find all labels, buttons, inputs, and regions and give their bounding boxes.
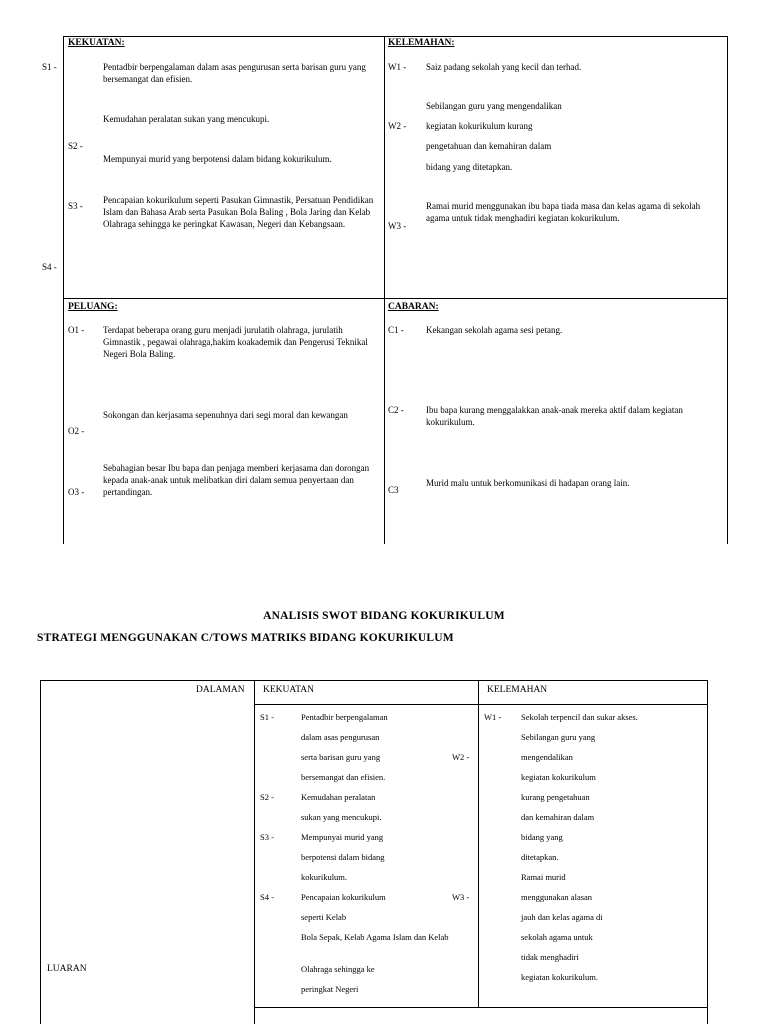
- c1-text: Kekangan sekolah agama sesi petang.: [426, 325, 563, 335]
- s1-label: S1 -: [42, 62, 57, 72]
- w2-line3: pengetahuan dan kemahiran dalam: [426, 141, 552, 151]
- s4-label: S4 -: [42, 262, 57, 272]
- swot-divider-horizontal: [63, 298, 728, 299]
- matrix-w3-label: W3 -: [452, 892, 470, 902]
- matrix-w-line: kegiatan kokurikulum.: [521, 972, 598, 982]
- kelemahan-heading: KELEMAHAN:: [388, 38, 455, 48]
- matrix-s2-label: S2 -: [260, 792, 274, 802]
- matrix-w-line: tidak menghadiri: [521, 952, 579, 962]
- w2-line2: kegiatan kokurikulum kurang: [426, 121, 533, 131]
- matrix-divider-2: [478, 680, 479, 1008]
- matrix-w-line: dan kemahiran dalam: [521, 812, 595, 822]
- matrix-s-line: Pencapaian kokurikulum: [301, 892, 386, 902]
- matrix-s-line: dalam asas pengurusan: [301, 732, 380, 742]
- matrix-s-line: Bola Sepak, Kelab Agama Islam dan Kelab: [301, 932, 449, 942]
- matrix-s-line: Olahraga sehingga ke: [301, 964, 375, 974]
- matrix-s-line: Pentadbir berpengalaman: [301, 712, 388, 722]
- s3-text-a: Mempunyai murid yang berpotensi dalam bidang kokurikulum.: [103, 154, 332, 164]
- strategi-title: STRATEGI MENGGUNAKAN C/TOWS MATRIKS BIDANG KOKURIKULUM: [37, 632, 454, 644]
- w1-label: W1 -: [388, 62, 407, 72]
- matrix-s-line: Mempunyai murid yang: [301, 832, 384, 842]
- matrix-row-divider: [254, 704, 708, 705]
- matrix-divider-1: [254, 680, 255, 1024]
- matrix-s-line: serta barisan guru yang: [301, 752, 381, 762]
- peluang-heading: PELUANG:: [68, 302, 118, 312]
- w1-text: Saiz padang sekolah yang kecil dan terhad.: [426, 62, 582, 72]
- matrix-s1-label: S1 -: [260, 712, 274, 722]
- kekuatan-heading: KEKUATAN:: [68, 38, 125, 48]
- o1-text: Terdapat beberapa orang guru menjadi jurulatih olahraga, jurulatih Gimnastik , pegawai olahraga,hakim koakademik dan Pengerusi Teknikal Negeri Bola Baling.: [103, 325, 368, 359]
- matrix-s-line: kokurikulum.: [301, 872, 348, 882]
- matrix-s-line: sukan yang mencukupi.: [301, 812, 382, 822]
- o2-text: Sokongan dan kerjasama sepenuhnya dari segi moral dan kewangan: [103, 410, 348, 420]
- matrix-w-line: bidang yang: [521, 832, 563, 842]
- w3-label: W3 -: [388, 221, 407, 231]
- matrix-inner-bottom: [254, 1007, 708, 1008]
- s2-text: Kemudahan peralatan sukan yang mencukupi.: [103, 114, 270, 124]
- swot-divider-vertical: [384, 36, 385, 544]
- matrix-w-line: kurang pengetahuan: [521, 792, 590, 802]
- w2-label: W2 -: [388, 121, 407, 131]
- s2-label: S2 -: [68, 141, 83, 151]
- w3-text: Ramai murid menggunakan ibu bapa tiada masa dan kelas agama di sekolah agama untuk tidak menghadiri kegiatan kokurikulum.: [426, 201, 701, 223]
- c1-label: C1 -: [388, 325, 404, 335]
- o2-label: O2 -: [68, 426, 85, 436]
- matrix-s-line: bersemangat dan efisien.: [301, 772, 386, 782]
- matrix-s-line: peringkat Negeri: [301, 984, 359, 994]
- w2-line1: Sebilangan guru yang mengendalikan: [426, 101, 562, 111]
- dalaman-label: DALAMAN: [196, 685, 245, 695]
- matrix-w1-label: W1 -: [484, 712, 502, 722]
- c3-label: C3: [388, 485, 399, 495]
- o3-text: Sebahagian besar Ibu bapa dan penjaga memberi kerjasama dan dorongan kepada anak-anak untuk melibatkan diri dalam semua penyertaan dan pertandingan.: [103, 463, 370, 497]
- matrix-s-line: seperti Kelab: [301, 912, 347, 922]
- matrix-w-line: menggunakan alasan: [521, 892, 593, 902]
- matrix-w-line: Sekolah terpencil dan sukar akses.: [521, 712, 638, 722]
- s4-text: Pencapaian kokurikulum seperti Pasukan Gimnastik, Persatuan Pendidikan Islam dan Bahasa Arab serta Pasukan Bola Baling , Bola Jaring dan Kelab Olahraga sehingga ke peringkat Kawasan, Negeri dan Kebangsaan.: [103, 195, 374, 229]
- c2-text: Ibu bapa kurang menggalakkan anak-anak mereka aktif dalam kegiatan kokurikulum.: [426, 405, 683, 427]
- matrix-w-line: jauh dan kelas agama di: [521, 912, 603, 922]
- luaran-label: LUARAN: [47, 964, 87, 974]
- matrix-kelemahan-heading: KELEMAHAN: [487, 685, 548, 695]
- c3-text: Murid malu untuk berkomunikasi di hadapan orang lain.: [426, 478, 630, 488]
- s3-label: S3 -: [68, 201, 83, 211]
- matrix-w-line: ditetapkan.: [521, 852, 559, 862]
- matrix-w2-label: W2 -: [452, 752, 470, 762]
- w2-line4: bidang yang ditetapkan.: [426, 162, 513, 172]
- matrix-s-line: berpotensi dalam bidang: [301, 852, 385, 862]
- c2-label: C2 -: [388, 405, 404, 415]
- matrix-w-line: mengendalikan: [521, 752, 573, 762]
- matrix-w-line: kegiatan kokurikulum: [521, 772, 596, 782]
- s1-text: Pentadbir berpengalaman dalam asas pengurusan serta barisan guru yang bersemangat dan efisien.: [103, 62, 366, 84]
- matrix-w-line: Ramai murid: [521, 872, 566, 882]
- matrix-w-line: Sebilangan guru yang: [521, 732, 596, 742]
- o1-label: O1 -: [68, 325, 85, 335]
- matrix-s3-label: S3 -: [260, 832, 274, 842]
- analisis-title: ANALISIS SWOT BIDANG KOKURIKULUM: [263, 610, 505, 622]
- matrix-s4-label: S4 -: [260, 892, 274, 902]
- matrix-w-line: sekolah agama untuk: [521, 932, 593, 942]
- matrix-kekuatan-heading: KEKUATAN: [263, 685, 314, 695]
- cabaran-heading: CABARAN:: [388, 302, 439, 312]
- matrix-s-line: Kemudahan peralatan: [301, 792, 376, 802]
- o3-label: O3 -: [68, 487, 85, 497]
